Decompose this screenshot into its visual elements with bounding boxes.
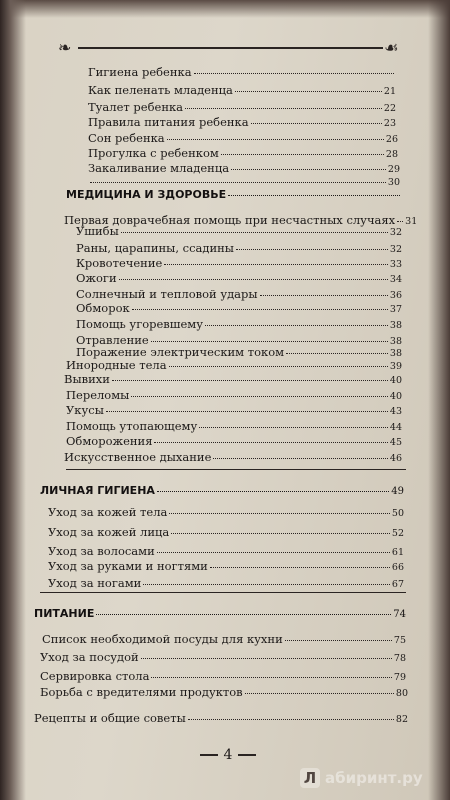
toc-entry[interactable]: Уход за ногами 67: [48, 576, 404, 590]
toc-entry[interactable]: Уход за кожей лица 52: [48, 525, 404, 539]
section-divider: [66, 469, 406, 470]
toc-entry[interactable]: Прогулка с ребенком 28: [88, 146, 398, 160]
toc-entry[interactable]: Инородные тела 39: [66, 358, 402, 372]
toc-entry[interactable]: Кровотечение 33: [76, 256, 402, 270]
toc-entry[interactable]: Ушибы 32: [76, 224, 402, 238]
section-title[interactable]: ПИТАНИЕ 74: [34, 607, 406, 620]
toc-entry[interactable]: Закаливание младенца 29: [88, 161, 400, 175]
labirint-logo-icon: Л: [300, 768, 320, 788]
toc-entry[interactable]: Помощь утопающему 44: [66, 419, 402, 433]
section-title[interactable]: ЛИЧНАЯ ГИГИЕНА 49: [40, 484, 404, 497]
toc-entry[interactable]: Переломы 40: [66, 388, 402, 402]
section-title[interactable]: МЕДИЦИНА И ЗДОРОВЬЕ: [66, 188, 402, 201]
toc-entry[interactable]: 30: [88, 176, 400, 189]
page-number-folio: [200, 744, 256, 766]
toc-entry[interactable]: Первая доврачебная помощь при несчастных случаях 31: [64, 213, 418, 227]
toc-entry[interactable]: Список необходимой посуды для кухни 75: [42, 632, 406, 646]
toc-entry[interactable]: Сервировка стола 79: [40, 669, 406, 683]
toc-entry[interactable]: Помощь угоревшему 38: [76, 317, 402, 331]
toc-entry[interactable]: Ожоги 34: [76, 271, 402, 285]
toc-entry[interactable]: Отравление 38: [76, 333, 402, 347]
toc-entry[interactable]: Раны, царапины, ссадины 32: [76, 241, 402, 255]
watermark-text: абиринт.ру: [325, 769, 423, 787]
ornament-left-icon: ❧: [58, 38, 72, 57]
toc-entry[interactable]: Уход за посудой 78: [40, 650, 406, 664]
toc-entry[interactable]: Поражение электрическим током 38: [76, 345, 402, 359]
toc-entry[interactable]: Правила питания ребенка 23: [88, 115, 396, 129]
toc-entry[interactable]: Уход за кожей тела 50: [48, 505, 404, 519]
toc-entry[interactable]: Солнечный и тепловой удары 36: [76, 287, 402, 301]
toc-entry[interactable]: Укусы 43: [66, 403, 402, 417]
toc-entry[interactable]: Вывихи 40: [64, 372, 402, 386]
toc-entry[interactable]: Обморок 37: [76, 301, 402, 315]
toc-entry[interactable]: Уход за руками и ногтями 66: [48, 559, 404, 573]
watermark: [300, 768, 423, 788]
toc-entry[interactable]: Гигиена ребенка: [88, 66, 396, 79]
toc-entry[interactable]: Сон ребенка 26: [88, 131, 398, 145]
section-divider: [40, 592, 406, 593]
page-number: 4: [223, 747, 233, 763]
ornament-right-icon: ☙: [384, 38, 399, 57]
toc-entry[interactable]: Рецепты и общие советы 82: [34, 711, 408, 725]
toc-entry[interactable]: Уход за волосами 61: [48, 544, 404, 558]
toc-entry[interactable]: Искусственное дыхание 46: [64, 450, 402, 464]
toc-entry[interactable]: Борьба с вредителями продуктов 80: [40, 685, 408, 699]
toc-entry[interactable]: Обморожения 45: [66, 434, 402, 448]
toc-entry[interactable]: Туалет ребенка 22: [88, 100, 396, 114]
toc-entry[interactable]: Как пеленать младенца 21: [88, 83, 396, 97]
